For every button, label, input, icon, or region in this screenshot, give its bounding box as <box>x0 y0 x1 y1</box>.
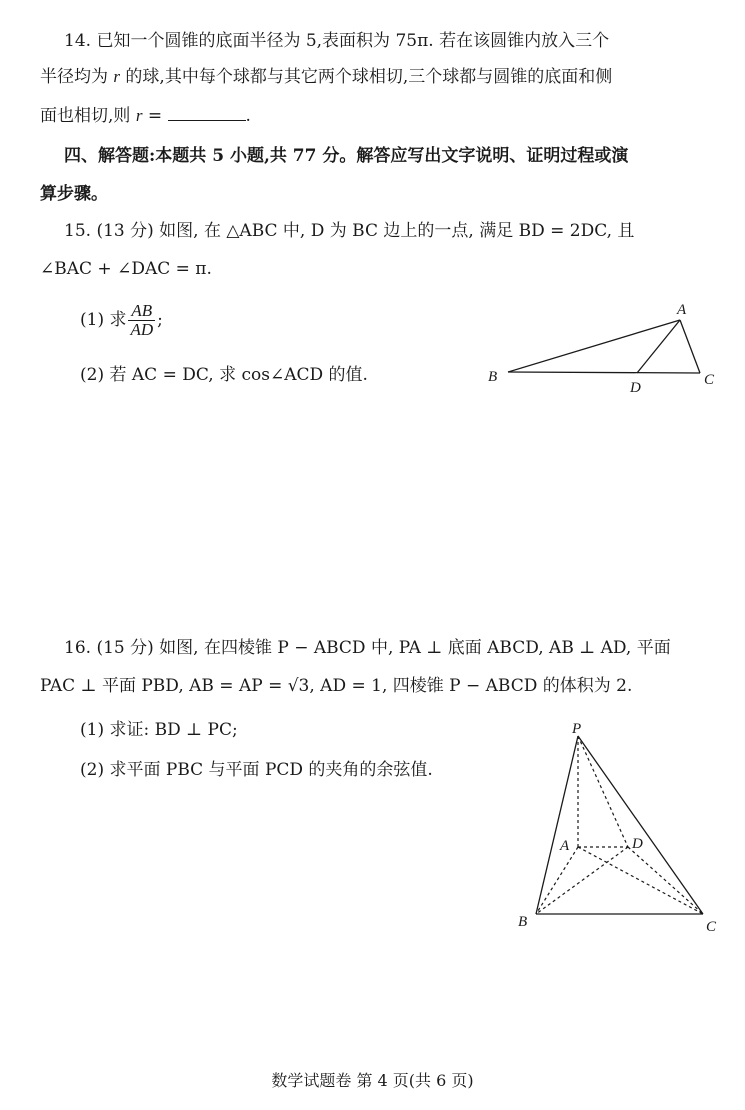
q15-line-2: ∠BAC + ∠DAC = π. <box>40 259 212 279</box>
q14-line-3: 面也相切,则 r = . <box>40 106 251 126</box>
edge-pb <box>536 736 578 914</box>
q15-line-1: 15. (13 分) 如图, 在 △ABC 中, D 为 BC 边上的一点, 满足 BD = 2DC, 且 <box>64 221 635 241</box>
section-4-heading-line-1: 四、解答题:本题共 5 小题,共 77 分。解答应写出文字说明、证明过程或演 <box>64 146 629 166</box>
label-p: P <box>572 721 582 737</box>
edge-pd <box>578 736 628 847</box>
label-b: B <box>518 914 528 930</box>
label-d: D <box>630 380 641 396</box>
q15-part-1: (1) 求 $\frac{AB}{AD}$ ; <box>80 301 163 339</box>
section-4-heading-line-2: 算步骤。 <box>40 184 108 204</box>
q14-line-2: 半径均为 r 的球,其中每个球都与其它两个球相切,三个球都与圆锥的底面和侧 <box>40 67 613 87</box>
label-a: A <box>560 838 570 854</box>
label-c: C <box>704 372 715 388</box>
label-b: B <box>488 369 498 385</box>
page-footer: 数学试题卷 第 4 页(共 6 页) <box>271 1071 474 1090</box>
q15-part-2: (2) 若 AC = DC, 求 cos∠ACD 的值. <box>80 365 368 385</box>
fraction-ab-over-ad: $\frac{AB}{AD}$ <box>130 301 154 339</box>
edge-dc <box>628 847 703 914</box>
label-a: A <box>677 302 687 318</box>
edge-pc <box>578 736 703 914</box>
q14-line-1: 14. 已知一个圆锥的底面半径为 5,表面积为 75π. 若在该圆锥内放入三个 <box>64 31 610 51</box>
edge-ab <box>536 847 578 914</box>
edge-ac <box>578 847 703 914</box>
q16-part-1: (1) 求证: BD ⊥ PC; <box>80 720 238 740</box>
label-d: D <box>632 836 643 852</box>
q16-line-2: PAC ⊥ 平面 PBD, AB = AP = √3, AD = 1, 四棱锥 P − ABCD 的体积为 2. <box>40 676 633 696</box>
q16-line-1: 16. (15 分) 如图, 在四棱锥 P − ABCD 中, PA ⊥ 底面 ABCD, AB ⊥ AD, 平面 <box>64 638 671 658</box>
label-c: C <box>706 919 717 935</box>
q16-part-2: (2) 求平面 PBC 与平面 PCD 的夹角的余弦值. <box>80 760 433 780</box>
